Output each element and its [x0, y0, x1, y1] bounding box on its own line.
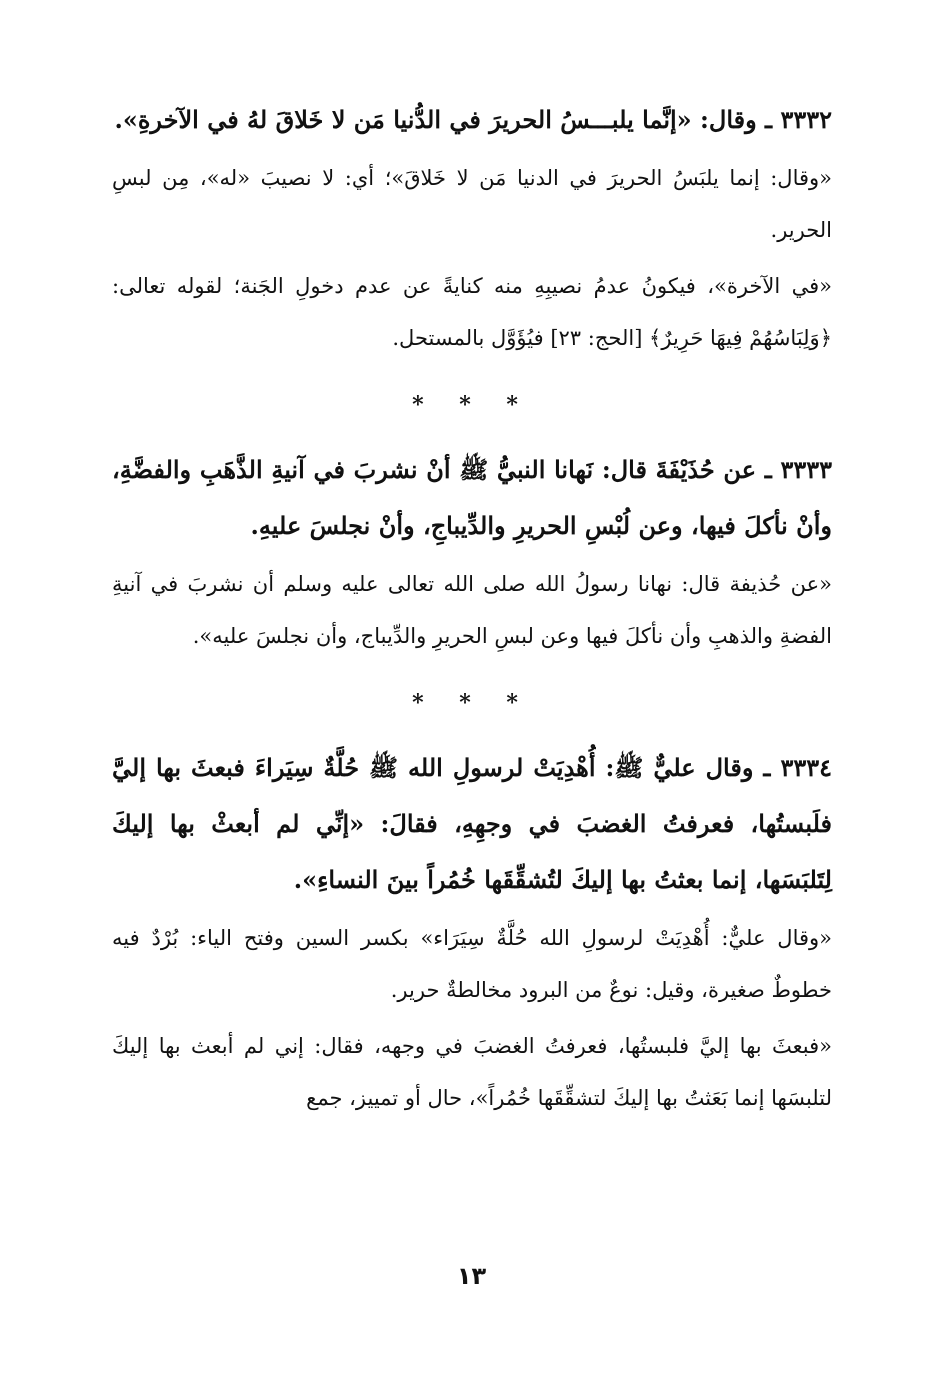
commentary-3332-2: «في الآخرة»، فيكونُ عدمُ نصيبِهِ منه كنايةً عن عدم دخولِ الجَنة؛ لقوله تعالى: ﴿وَلِبَاسُهُمْ فِيهَا حَرِيرٌ﴾ [الحج: ٢٣] فيُؤَوَّل بالمستحل. [112, 274, 832, 350]
hadith-3333: ٣٣٣٣ ـ عن حُذَيْفَةَ قال: نَهانا النبيُّ ﷺ أنْ نشربَ في آنيةِ الذَّهَبِ والفضَّةِ، وأنْ نأكلَ فيها، وعن لُبْسِ الحريرِ والدِّيباجِ، وأنْ نجلسَ عليهِ. [112, 455, 832, 540]
commentary-3332-1: «وقال: إنما يلبَسُ الحريرَ في الدنيا مَن لا خَلاقَ»؛ أي: لا نصيبَ «له»، مِن لبسِ الحرير. [112, 166, 832, 242]
hadith-3332: ٣٣٣٢ ـ وقال: «إنَّما يلبـــسُ الحريرَ في الدُّنيا مَن لا خَلاقَ لهُ في الآخرةِ». [114, 105, 832, 134]
commentary-3334-2: «فبعثَ بها إليَّ فلبستُها، فعرفتُ الغضبَ في وجهه، فقال: إني لم أبعث بها إليكَ لتلبسَها إنما بَعَثتُ بها إليكَ لتشقِّقَها خُمُراً»، حال أو تمييز، جمع [112, 1034, 832, 1110]
section-separator-1: * * * [412, 392, 532, 418]
section-separator-2: * * * [412, 690, 532, 716]
page-number: ١٣ [456, 1262, 487, 1290]
commentary-3334-1: «وقال عليٌّ: أُهْدِيَتْ لرسولِ الله حُلَّةٌ سِيَرَاء» بكسر السين وفتح الياء: بُرْدٌ فيه خطوطٌ صغيرة، وقيل: نوعٌ من البرود مخالطةٌ حرير. [112, 926, 832, 1002]
commentary-3333-1: «عن حُذيفة قال: نهانا رسولُ الله صلى الله تعالى عليه وسلم أن نشربَ في آنيةِ الفضةِ والذهبِ وأن نأكلَ فيها وعن لبسِ الحريرِ والدِّيباج، وأن نجلسَ عليه». [112, 572, 832, 648]
hadith-3334: ٣٣٣٤ ـ وقال عليٌّ ﷺ: أُهْدِيَتْ لرسولِ الله ﷺ حُلَّةٌ سِيَراءَ فبعثَ بها إليَّ فلَبستُها، فعرفتُ الغضبَ في وجهِهِ، فقالَ: «إنِّي لم أبعثْ بها إليكَ لِتَلبَسَها، إنما بعثتُ بها إليكَ لتُشقِّقَها خُمُراً بينَ النساءِ». [112, 753, 832, 894]
page-body [112, 92, 832, 1128]
